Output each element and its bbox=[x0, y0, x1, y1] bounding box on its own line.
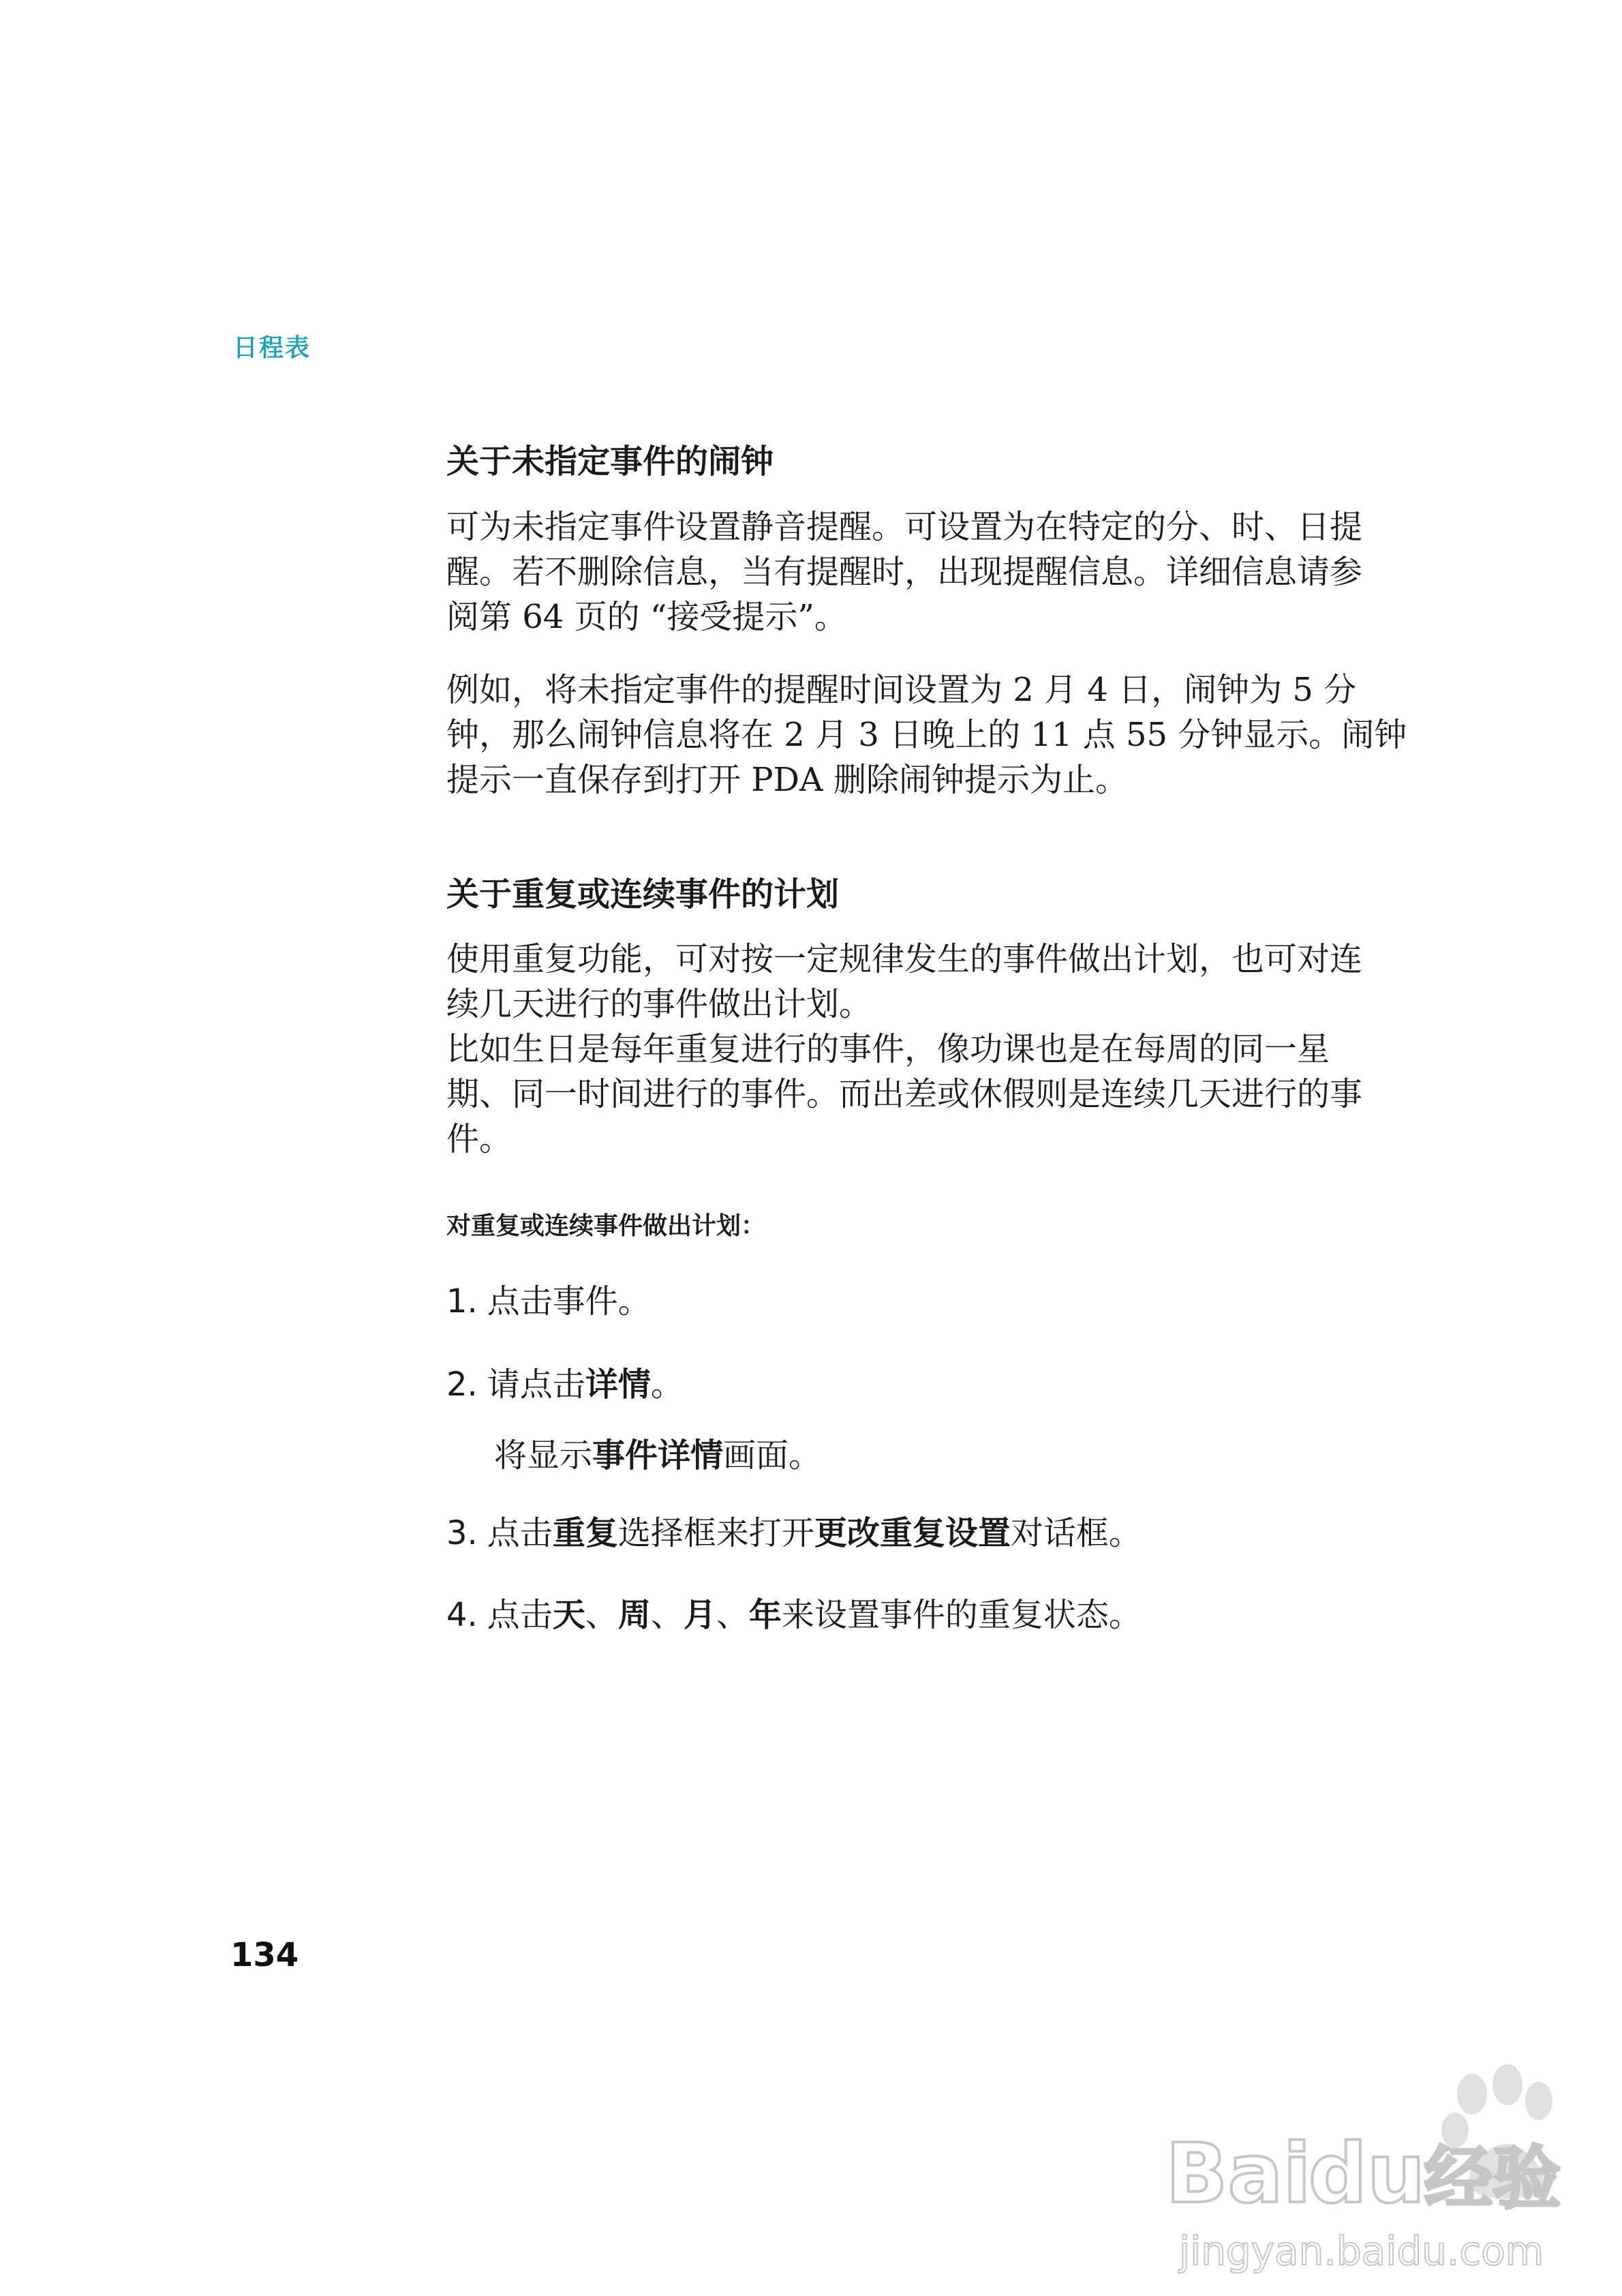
text-line: 可为未指定事件设置静音提醒。可设置为在特定的分、时、日提 bbox=[446, 508, 1363, 546]
step-4 bbox=[446, 1588, 1142, 1635]
text-line: 比如生日是每年重复进行的事件，像功课也是在每周的同一星 bbox=[446, 1030, 1330, 1068]
step-3 bbox=[446, 1507, 1142, 1554]
watermark-cn: 经验 bbox=[1424, 2139, 1561, 2218]
text-line: 提示一直保存到打开 PDA 删除闹钟提示为止。 bbox=[446, 761, 1128, 799]
text-line: 件。 bbox=[446, 1120, 512, 1158]
page-number: 134 bbox=[230, 1936, 299, 1974]
step-text: 、 bbox=[716, 1596, 749, 1634]
procedure-title: 对重复或连续事件做出计划： bbox=[446, 1212, 766, 1240]
watermark-url: jingyan.baidu.com bbox=[1179, 2228, 1544, 2274]
section-header: 日程表 bbox=[233, 334, 311, 362]
note-text: 将显示 bbox=[494, 1436, 593, 1475]
paragraph-alarm-2 bbox=[446, 667, 1407, 802]
ui-term-event-details: 事件详情 bbox=[592, 1436, 724, 1475]
ui-term-year: 年 bbox=[748, 1596, 782, 1634]
step-text: 点击事件。 bbox=[487, 1282, 651, 1320]
text-line: 醒。若不删除信息，当有提醒时，出现提醒信息。详细信息请参 bbox=[446, 553, 1363, 591]
step-number: 4. bbox=[446, 1596, 478, 1634]
step-text: 。 bbox=[650, 1365, 684, 1404]
text-line: 钟，那么闹钟信息将在 2 月 3 日晚上的 11 点 55 分钟显示。闹钟 bbox=[446, 716, 1407, 754]
text-line: 阅第 64 页的 “接受提示”。 bbox=[446, 598, 847, 636]
step-text: 、 bbox=[650, 1596, 684, 1634]
text-line: 使用重复功能，可对按一定规律发生的事件做出计划，也可对连 bbox=[446, 940, 1363, 978]
text-line: 续几天进行的事件做出计划。 bbox=[446, 985, 872, 1023]
step-text: 点击 bbox=[487, 1596, 553, 1634]
baidu-jingyan-watermark bbox=[1152, 2052, 1561, 2277]
watermark-brand: Bai bbox=[1165, 2127, 1311, 2222]
paragraph-repeat bbox=[446, 937, 1362, 1162]
paragraph-alarm-1 bbox=[446, 504, 1362, 639]
step-text: 、 bbox=[585, 1596, 618, 1634]
ui-term-week: 周 bbox=[617, 1596, 651, 1634]
ui-term-repeat: 重复 bbox=[552, 1514, 618, 1552]
step-2 bbox=[446, 1358, 684, 1405]
text-line: 例如，将未指定事件的提醒时间设置为 2 月 4 日，闹钟为 5 分 bbox=[446, 671, 1357, 709]
step-2-note bbox=[494, 1429, 821, 1476]
step-text: 请点击 bbox=[487, 1365, 585, 1404]
ui-term-details: 详情 bbox=[585, 1365, 651, 1404]
ui-term-day: 天 bbox=[552, 1596, 585, 1634]
step-text: 对话框。 bbox=[1010, 1514, 1142, 1552]
step-number: 1. bbox=[446, 1282, 478, 1320]
step-number: 3. bbox=[446, 1514, 478, 1552]
step-text: 来设置事件的重复状态。 bbox=[781, 1596, 1142, 1634]
ui-term-month: 月 bbox=[683, 1596, 716, 1634]
ui-term-change-repeat: 更改重复设置 bbox=[814, 1514, 1011, 1552]
section-title-repeat: 关于重复或连续事件的计划 bbox=[446, 875, 840, 913]
step-1 bbox=[446, 1275, 651, 1322]
step-text: 选择框来打开 bbox=[617, 1514, 814, 1552]
section-title-alarm: 关于未指定事件的闹钟 bbox=[446, 442, 774, 481]
step-number: 2. bbox=[446, 1365, 478, 1404]
step-text: 点击 bbox=[487, 1514, 553, 1552]
watermark-brand-2: du bbox=[1309, 2127, 1426, 2222]
note-text: 画面。 bbox=[723, 1436, 822, 1475]
text-line: 期、同一时间进行的事件。而出差或休假则是连续几天进行的事 bbox=[446, 1075, 1363, 1113]
